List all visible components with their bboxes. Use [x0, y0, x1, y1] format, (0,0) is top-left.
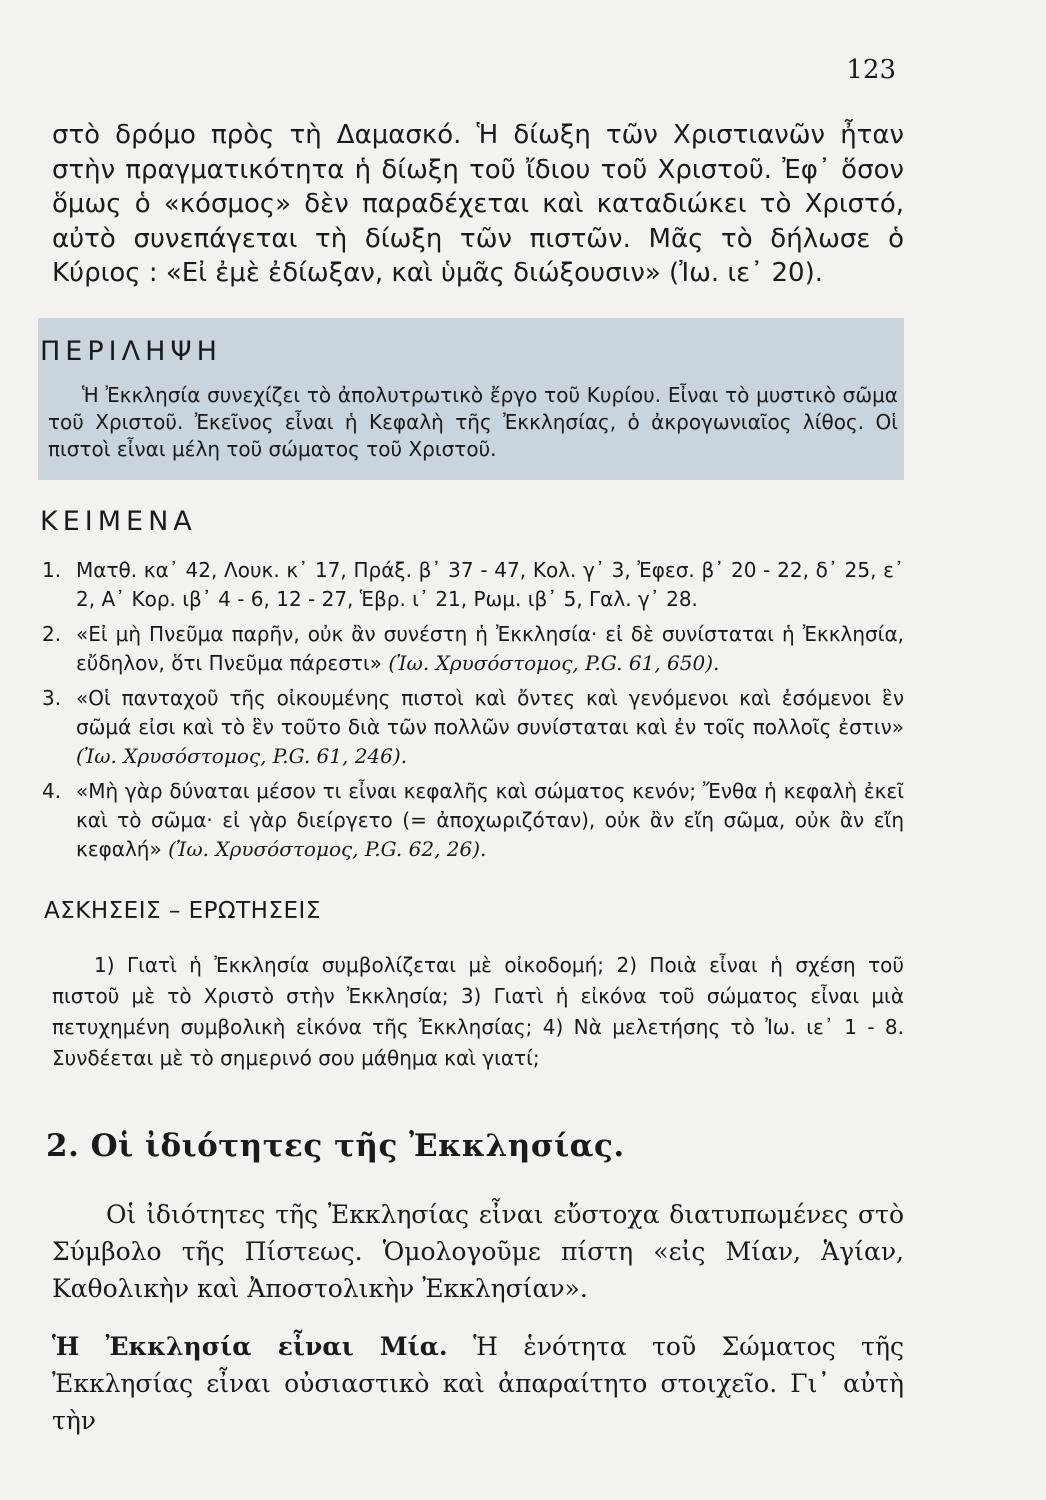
- list-item-text: «Οἱ πανταχοῦ τῆς οἰκουμένης πιστοὶ καὶ ὄντες καὶ γενόμενοι καὶ ἐσόμενοι ἓν σῶμά εἰσι καὶ τὸ ἓν τοῦτο διὰ τῶν πολλῶν συνίσταται καὶ ἐν τοῖς πολλοῖς ἐστιν»: [76, 686, 904, 739]
- texts-heading: ΚΕΙΜΕΝΑ: [40, 506, 197, 537]
- texts-list: [42, 556, 904, 870]
- list-item-text: «Εἰ μὴ Πνεῦμα παρῆν, οὐκ ἂν συνέστη ἡ Ἐκκλησία· εἰ δὲ συνίσταται ἡ Ἐκκλησία, εὔδηλον, ὅτι Πνεῦμα πάρεστι»: [76, 622, 904, 675]
- list-item: [42, 620, 904, 678]
- list-item-number: 2.: [42, 622, 62, 646]
- page-number: 123: [846, 55, 896, 85]
- exercises-heading: ΑΣΚΗΣΕΙΣ – ΕΡΩΤΗΣΕΙΣ: [44, 898, 321, 924]
- summary-heading: ΠΕΡΙΛΗΨΗ: [40, 336, 222, 367]
- list-item-citation: (Ἰω. Χρυσόστομος, P.G. 61, 650).: [388, 651, 720, 675]
- exercises-text: 1) Γιατὶ ἡ Ἐκκλησία συμβολίζεται μὲ οἰκοδομή; 2) Ποιὰ εἶναι ἡ σχέση τοῦ πιστοῦ μὲ τὸ Χριστὸ στὴν Ἐκκλησία; 3) Γιατὶ ἡ εἰκόνα τοῦ σώματος εἶναι μιὰ πετυχημένη συμβολικὴ εἰκόνα τῆς Ἐκκλησίας; 4) Νὰ μελετήσης τὸ Ἰω. ιε᾽ 1 - 8. Συνδέεται μὲ τὸ σημερινό σου μάθημα καὶ γιατί;: [52, 953, 904, 1070]
- list-item: [42, 777, 904, 864]
- intro-paragraph: στὸ δρόμο πρὸς τὴ Δαμασκό. Ἡ δίωξη τῶν Χριστιανῶν ἦταν στὴν πραγματικότητα ἡ δίωξη τοῦ ἴδιου τοῦ Χριστοῦ. Ἐφ᾽ ὅσον ὅμως ὁ «κόσμος» δὲν παραδέχεται καὶ καταδιώκει τὸ Χριστό, αὐτὸ συνεπάγεται τὴ δίωξη τῶν πιστῶν. Μᾶς τὸ δήλωσε ὁ Κύριος : «Εἰ ἐμὲ ἐδίωξαν, καὶ ὑμᾶς διώξουσιν» (Ἰω. ιε᾽ 20).: [52, 120, 904, 288]
- list-item-number: 3.: [42, 686, 62, 710]
- summary-text: Ἡ Ἐκκλησία συνεχίζει τὸ ἀπολυτρωτικὸ ἔργο τοῦ Κυρίου. Εἶναι τὸ μυστικὸ σῶμα τοῦ Χριστοῦ. Ἐκεῖνος εἶναι ἡ Κεφαλὴ τῆς Ἐκκλησίας, ὁ ἀκρογωνιαῖος λίθος. Οἱ πιστοὶ εἶναι μέλη τοῦ σώματος τοῦ Χριστοῦ.: [48, 383, 898, 461]
- chapter-title: 2. Οἱ ἰδιότητες τῆς Ἐκκλησίας.: [46, 1128, 625, 1164]
- list-item-text: Ματθ. κα᾽ 42, Λουκ. κ᾽ 17, Πράξ. β᾽ 37 - 47, Κολ. γ᾽ 3, Ἐφεσ. β᾽ 20 - 22, δ᾽ 25, ε᾽ 2, Α᾽ Κορ. ιβ᾽ 4 - 6, 12 - 27, Ἑβρ. ι᾽ 21, Ρωμ. ιβ᾽ 5, Γαλ. γ᾽ 28.: [76, 558, 904, 611]
- list-item-citation: (Ἰω. Χρυσόστομος, P.G. 61, 246).: [76, 744, 408, 768]
- run-in-heading: Ἡ Ἐκκλησία εἶναι Μία.: [52, 1332, 448, 1361]
- chapter-paragraph-2: [52, 1328, 904, 1439]
- list-item-number: 4.: [42, 779, 62, 803]
- chapter-paragraph-2-text: Ἡ ἑνότητα τοῦ Σώματος τῆς Ἐκκλησίας εἶναι οὐσιαστικὸ καὶ ἀπαραίτητο στοιχεῖο. Γι᾽ αὐτὴ τὴν: [52, 1332, 904, 1435]
- list-item: [42, 684, 904, 771]
- list-item: [42, 556, 904, 614]
- list-item-text: «Μὴ γὰρ δύναται μέσον τι εἶναι κεφαλῆς καὶ σώματος κενόν; Ἔνθα ἡ κεφαλὴ ἐκεῖ καὶ τὸ σῶμα· εἰ γὰρ διείργετο (= ἀποχωριζόταν), οὐκ ἂν εἴη σῶμα, οὐκ ἂν εἴη κεφαλή»: [76, 779, 904, 861]
- list-item-citation: (Ἰω. Χρυσόστομος, P.G. 62, 26).: [168, 837, 487, 861]
- chapter-paragraph-1: Οἱ ἰδιότητες τῆς Ἐκκλησίας εἶναι εὔστοχα διατυπωμένες στὸ Σύμβολο τῆς Πίστεως. Ὁμολογοῦμε πίστη «εἰς Μίαν, Ἁγίαν, Καθολικὴν καὶ Ἀποστολικὴν Ἐκκλησίαν».: [52, 1200, 904, 1303]
- list-item-number: 1.: [42, 558, 62, 582]
